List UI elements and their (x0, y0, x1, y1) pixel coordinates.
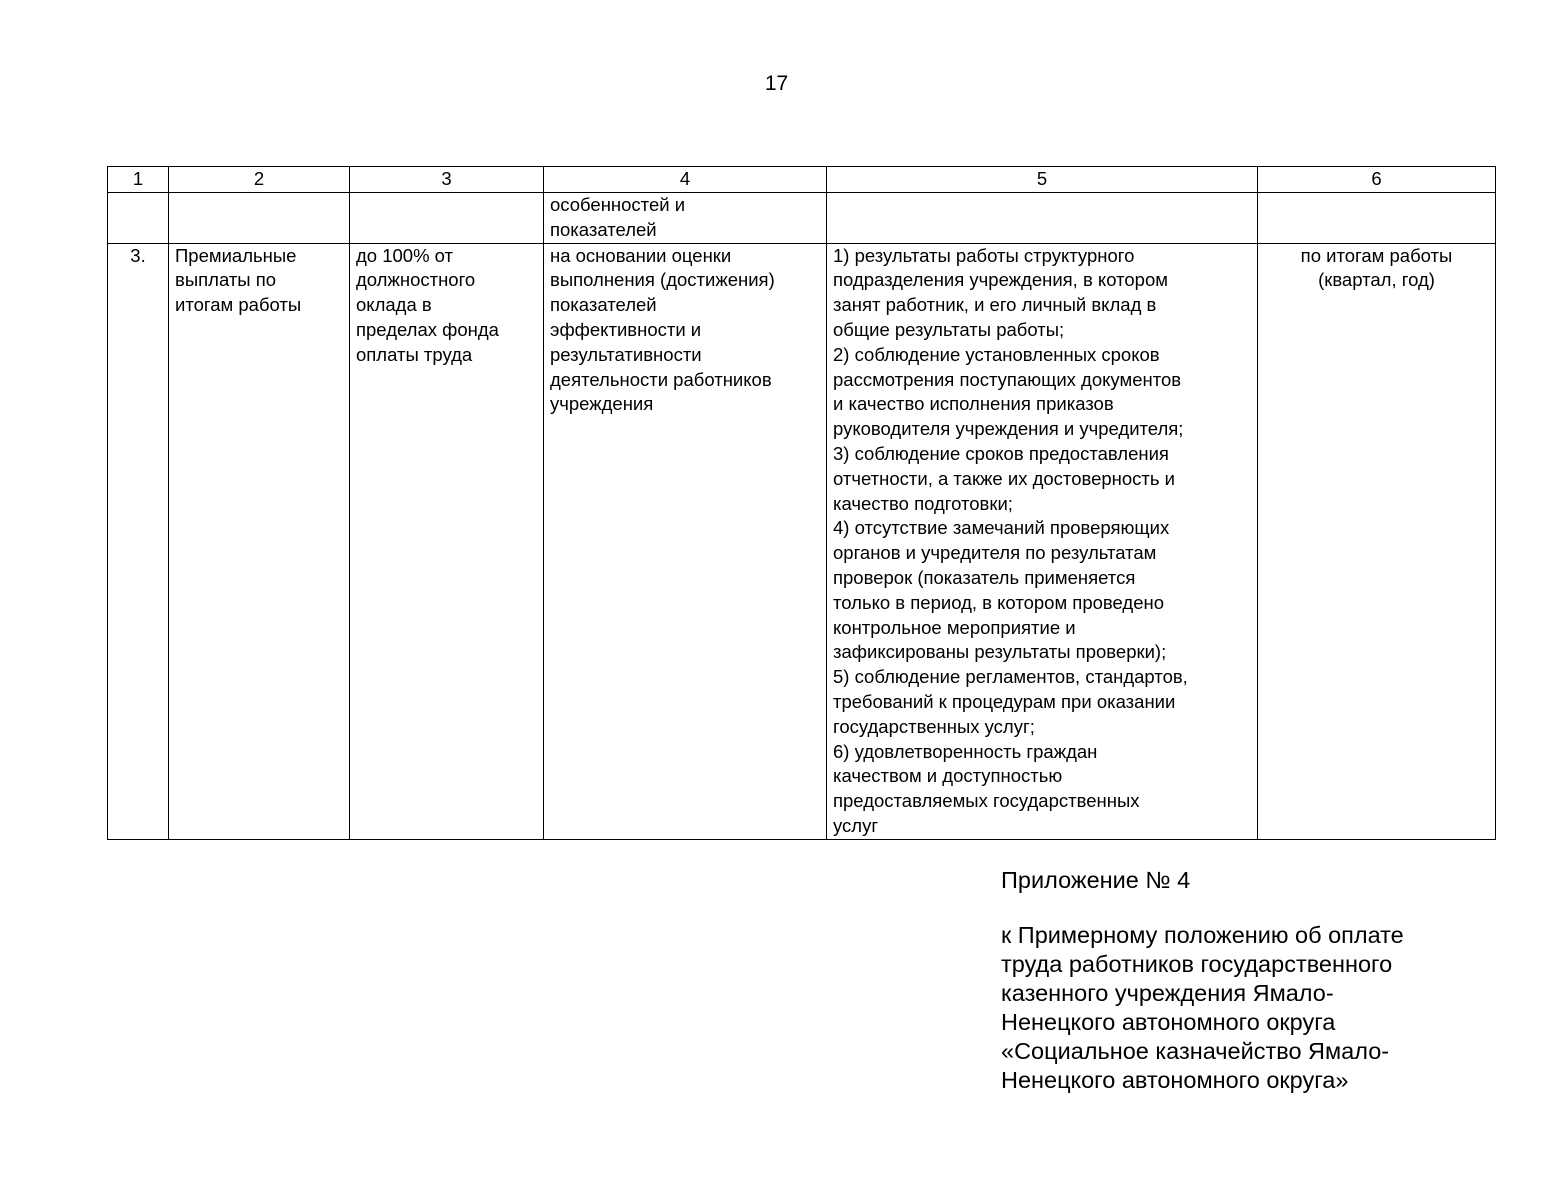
column-header: 3 (350, 167, 544, 193)
payment-basis-cell: на основании оценки выполнения (достижения) показателей эффективности и результативности деятельности работников учреждения (544, 243, 827, 839)
column-header: 4 (544, 167, 827, 193)
table-cell (108, 193, 169, 244)
periodicity-cell: по итогам работы (квартал, год) (1258, 243, 1496, 839)
appendix-block (1001, 866, 1481, 1095)
table-header-row (108, 167, 1496, 193)
column-header: 5 (827, 167, 1258, 193)
table-cell (350, 193, 544, 244)
table-row (108, 243, 1496, 839)
table-cell (827, 193, 1258, 244)
appendix-title: Приложение № 4 (1001, 867, 1191, 893)
row-number-cell: 3. (108, 243, 169, 839)
column-header: 1 (108, 167, 169, 193)
table-cell: особенностей и показателей (544, 193, 827, 244)
payment-type-cell: Премиальные выплаты по итогам работы (169, 243, 350, 839)
column-header: 2 (169, 167, 350, 193)
table-cell (1258, 193, 1496, 244)
appendix-text: к Примерному положению об оплате труда работников государственного казенного учреждения Ямало- Ненецкого автономного округа «Социальное казначейство Ямало- Ненецкого автономного округа» (1001, 922, 1404, 1093)
criteria-cell: 1) результаты работы структурного подразделения учреждения, в котором занят работник, и его личный вклад в общие результаты работы; 2) соблюдение установленных сроков рассмотрения поступающих документов и качество исполнения приказов руководителя учреждения и учредителя; 3) соблюдение сроков предоставления отчетности, а также их достоверность и качество подготовки; 4) отсутствие замечаний проверяющих органов и учредителя по результатам проверок (показатель применяется только в период, в котором проведено контрольное мероприятие и зафиксированы результаты проверки); 5) соблюдение регламентов, стандартов, требований к процедурам при оказании государственных услуг; 6) удовлетворенность граждан качеством и доступностью предоставляемых государственных услуг (827, 243, 1258, 839)
table-row (108, 193, 1496, 244)
payment-amount-cell: до 100% от должностного оклада в пределах фонда оплаты труда (350, 243, 544, 839)
payments-table (107, 166, 1496, 840)
column-header: 6 (1258, 167, 1496, 193)
table-cell (169, 193, 350, 244)
page-number: 17 (764, 72, 789, 95)
